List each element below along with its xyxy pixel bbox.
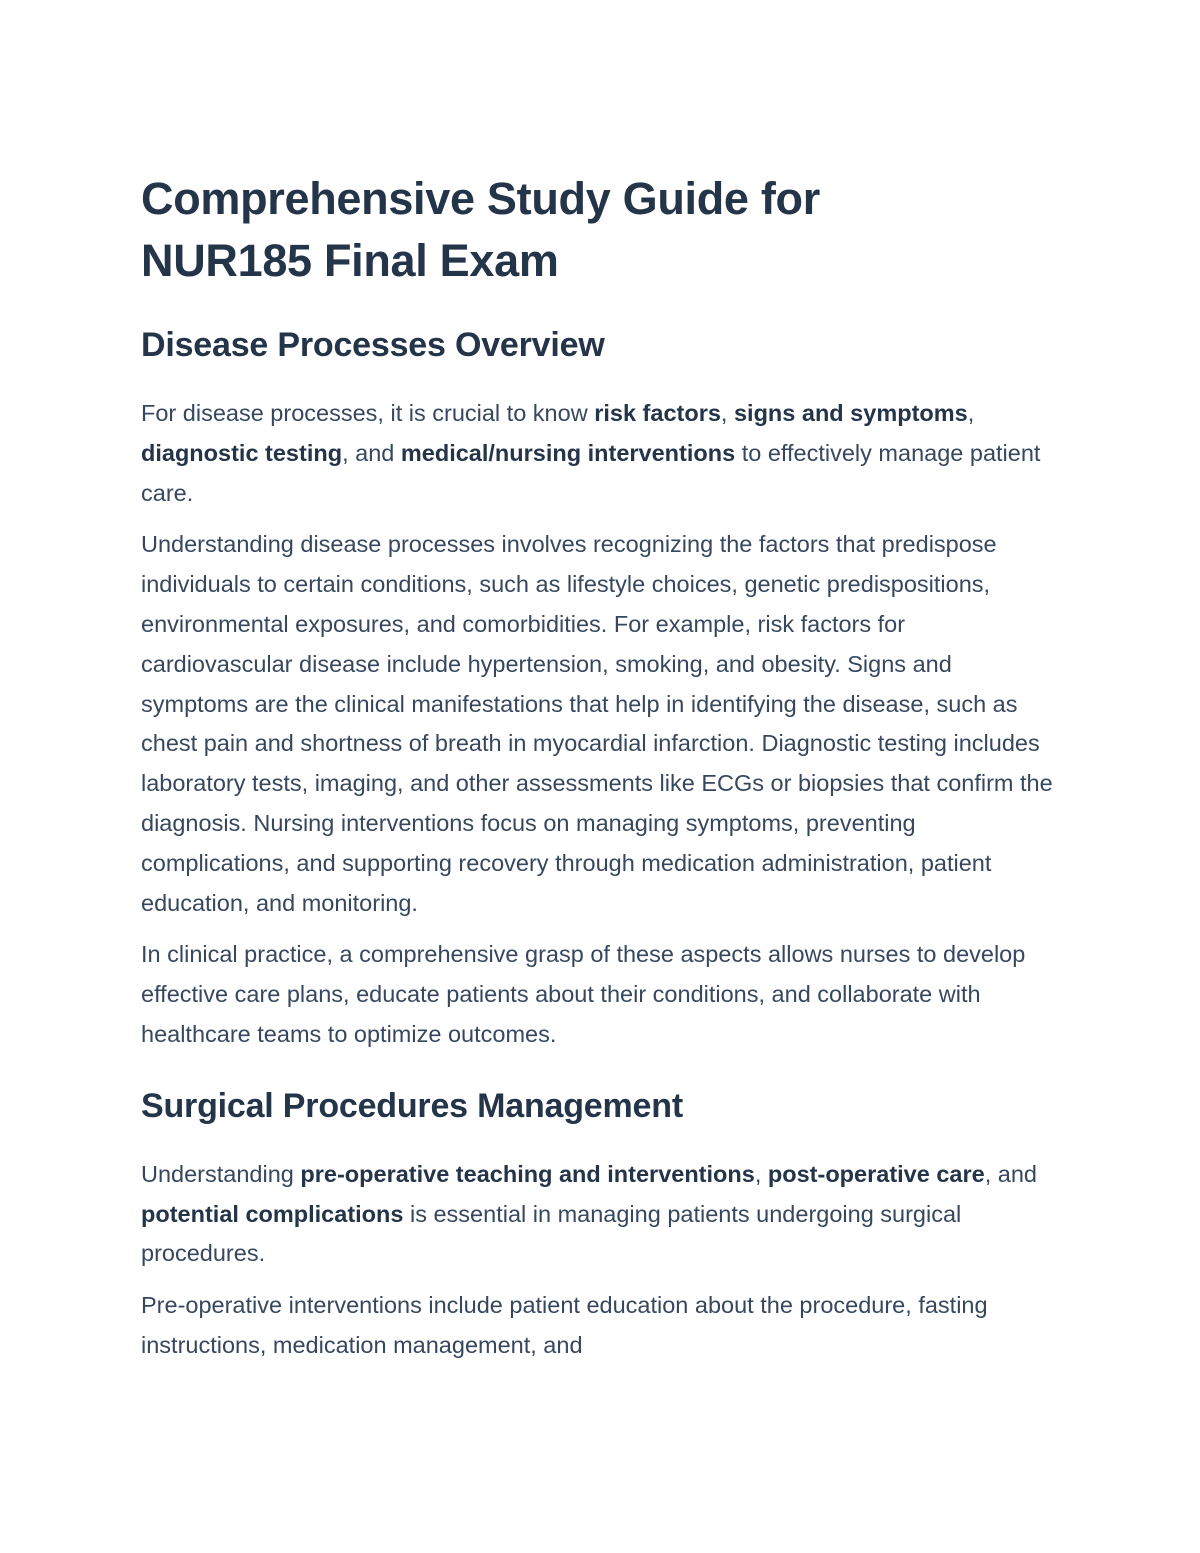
text-run: , [754, 1160, 768, 1187]
disease-clinical-paragraph: In clinical practice, a comprehensive grasp of these aspects allows nurses to develop effective care plans, educate patients about their conditions, and collaborate with healthcare teams to optimize outcomes. [141, 941, 1026, 1047]
text-run: , and [342, 439, 401, 466]
bold-term: post-operative care [767, 1160, 985, 1187]
text-run: For disease processes, it is crucial to know [141, 400, 595, 426]
bold-term: medical/nursing interventions [400, 439, 736, 466]
section-heading-disease-processes: Disease Processes Overview [141, 326, 605, 364]
bold-term: diagnostic testing [141, 439, 343, 466]
section-heading-surgical-procedures: Surgical Procedures Management [141, 1086, 683, 1125]
bold-term: pre-operative teaching and interventions [300, 1160, 755, 1187]
disease-detail-paragraph: Understanding disease processes involves recognizing the factors that predispose individuals to certain conditions, such as lifestyle choices, genetic predispositions, environmental exposures, and comorbidities. For example, risk factors for cardiovascular disease include hypertension, smoking, and obesity. Signs and symptoms are the clinical manifestations that help in identifying the disease, such as chest pain and shortness of breath in myocardial infarction. Diagnostic testing includes laboratory tests, imaging, and other assessments like ECGs or biopsies that confirm the diagnosis. Nursing interventions focus on managing symptoms, preventing complications, and supporting recovery through medication administration, patient education, and monitoring. [141, 531, 1053, 916]
bold-term: risk factors [594, 400, 721, 426]
text-run: is essential in managing patients undergoing surgical procedures. [141, 1200, 962, 1267]
bold-term: potential complications [141, 1200, 404, 1227]
document-title-line-2: NUR185 Final Exam [141, 235, 559, 286]
disease-intro-paragraph [141, 394, 1061, 513]
text-run: Understanding [141, 1160, 301, 1187]
text-run: to effectively manage patient care. [141, 439, 1041, 506]
document-title [141, 168, 1061, 292]
surgical-preop-paragraph: Pre-operative interventions include patient education about the procedure, fasting instructions, medication management, and [141, 1292, 988, 1358]
text-run: , [720, 400, 734, 426]
section-surgical-procedures [141, 1085, 1061, 1366]
section-disease-processes [141, 324, 1061, 1055]
text-run: , and [984, 1160, 1037, 1187]
bold-term: signs and symptoms [733, 400, 968, 426]
document-page [141, 168, 1061, 1378]
document-title-line-1: Comprehensive Study Guide for [141, 173, 820, 224]
text-run: , [967, 400, 975, 426]
surgical-intro-paragraph [141, 1155, 1061, 1274]
